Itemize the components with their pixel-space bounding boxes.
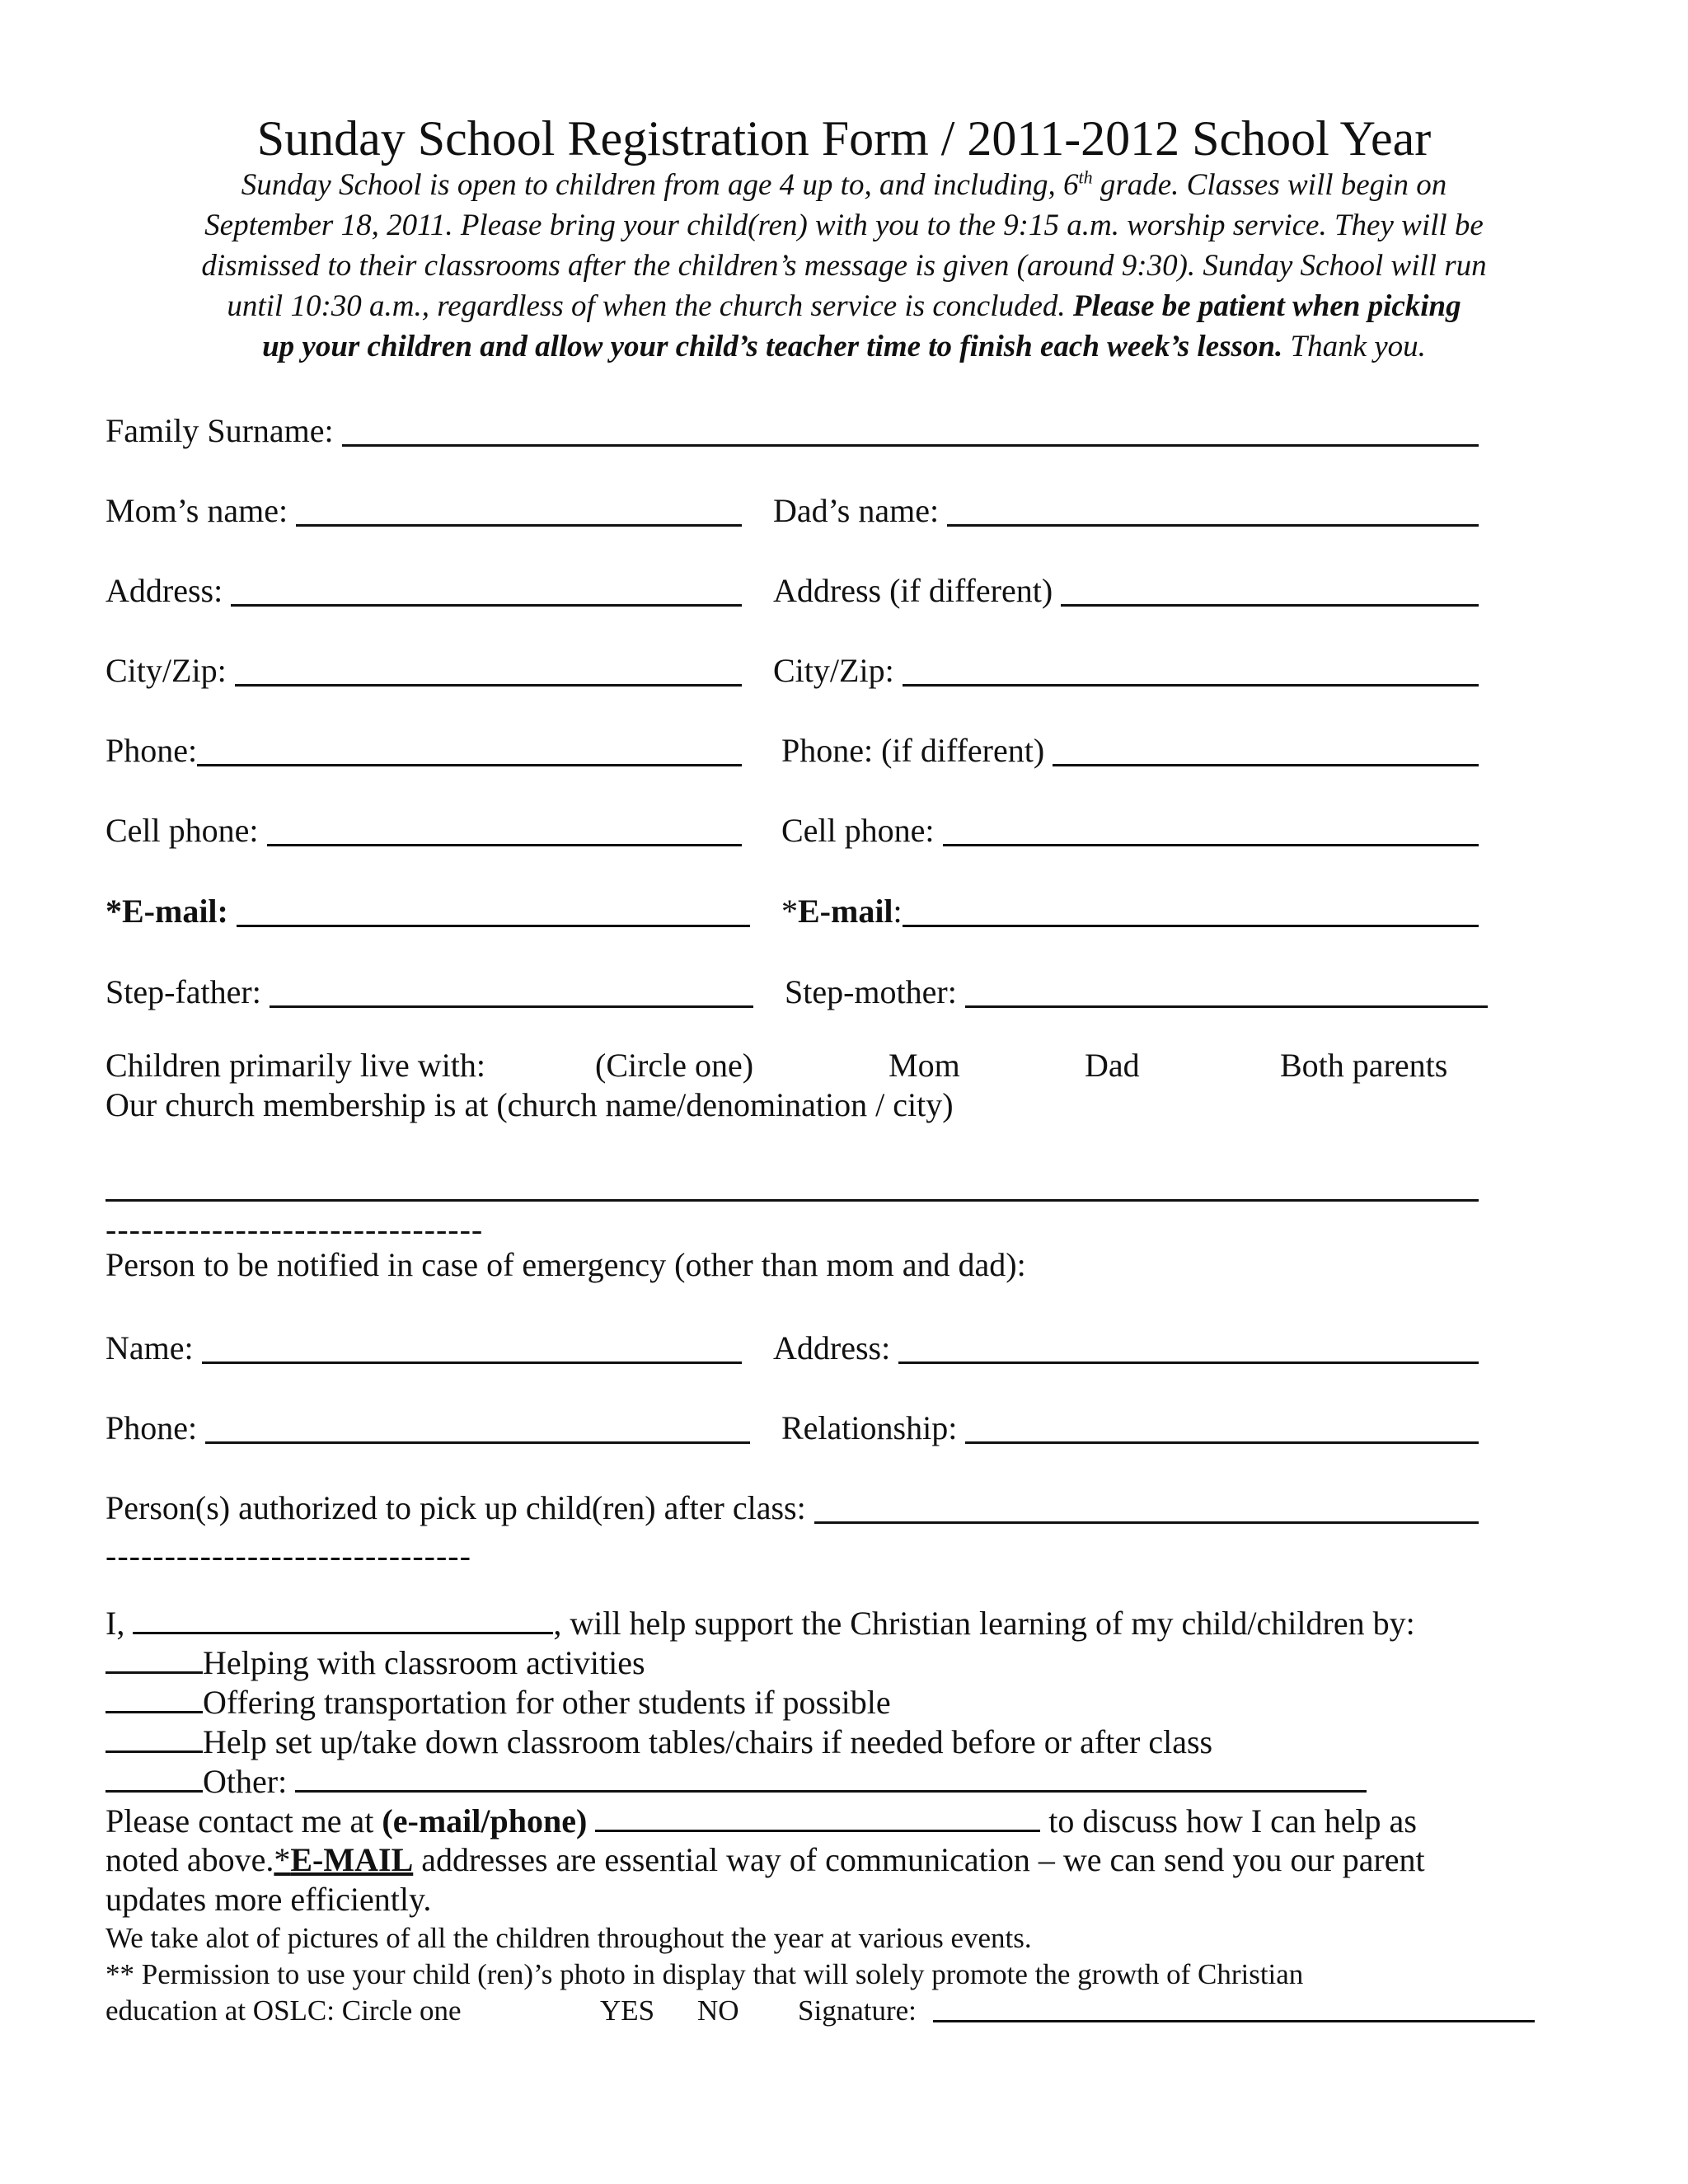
address-field[interactable] xyxy=(106,567,742,612)
live-with-option-dad[interactable]: Dad xyxy=(1085,1047,1140,1084)
phone-if-different-label: Phone: (if different) xyxy=(781,732,1045,769)
emergency-relationship-label: Relationship: xyxy=(781,1409,958,1446)
family-surname-label: Family Surname: xyxy=(106,412,334,449)
city-zip-right-line[interactable] xyxy=(903,651,1479,687)
address-line[interactable] xyxy=(231,571,742,607)
city-zip-left-line[interactable] xyxy=(235,651,742,687)
live-with-hint: (Circle one) xyxy=(595,1047,754,1084)
step-mother-line[interactable] xyxy=(965,972,1488,1008)
dads-name-field[interactable] xyxy=(773,487,1479,532)
cell-phone-left-field[interactable] xyxy=(106,807,742,851)
moms-name-line[interactable] xyxy=(296,491,742,527)
cell-phone-left-label: Cell phone: xyxy=(106,812,259,849)
address-if-different-field[interactable] xyxy=(773,567,1479,612)
step-father-field[interactable] xyxy=(106,968,753,1013)
phone-if-different-field[interactable] xyxy=(781,727,1479,771)
family-surname-line[interactable] xyxy=(342,411,1479,447)
emergency-relationship-field[interactable] xyxy=(781,1404,1479,1449)
live-with-option-both[interactable]: Both parents xyxy=(1280,1047,1448,1084)
phone-field[interactable] xyxy=(106,727,742,771)
cell-phone-right-label: Cell phone: xyxy=(781,812,935,849)
step-mother-field[interactable] xyxy=(785,968,1488,1013)
intro-line-3: dismissed to their classrooms after the children’s message is given (around 9:30). Sunday School will run xyxy=(201,249,1487,283)
support-option-setup: Help set up/take down classroom tables/chairs if needed before or after class xyxy=(106,1721,1212,1763)
dash-separator-1: -------------------------------- xyxy=(106,1211,484,1248)
city-zip-right-label: City/Zip: xyxy=(773,652,894,689)
support-name-line[interactable] xyxy=(133,1602,553,1634)
contact-info-line[interactable] xyxy=(595,1800,1040,1832)
email-right-label: *E-mail: xyxy=(781,893,903,930)
phone-line[interactable] xyxy=(197,731,742,766)
contact-line-2: noted above.*E-MAIL addresses are essential way of communication – we can send you our parent xyxy=(106,1841,1425,1878)
support-check-setup[interactable] xyxy=(106,1721,203,1753)
support-check-transport[interactable] xyxy=(106,1681,203,1713)
membership-line[interactable] xyxy=(106,1199,1479,1202)
emergency-phone-label: Phone: xyxy=(106,1409,198,1446)
address-if-different-label: Address (if different) xyxy=(773,572,1053,609)
pickup-line[interactable] xyxy=(814,1488,1479,1524)
moms-name-label: Mom’s name: xyxy=(106,492,288,529)
emergency-heading: Person to be notified in case of emergency (other than mom and dad): xyxy=(106,1246,1026,1283)
phone-if-different-line[interactable] xyxy=(1053,731,1479,766)
email-left-line[interactable] xyxy=(237,892,750,927)
support-option-other: Other: xyxy=(106,1760,1367,1802)
support-statement: I, , will help support the Christian learning of my child/children by: xyxy=(106,1602,1415,1644)
live-with-label: Children primarily live with: xyxy=(106,1047,486,1084)
step-mother-label: Step-mother: xyxy=(785,973,957,1010)
emergency-phone-line[interactable] xyxy=(205,1408,750,1444)
photo-permission-no[interactable]: NO xyxy=(697,1994,739,2027)
support-check-other[interactable] xyxy=(106,1760,203,1793)
emergency-address-line[interactable] xyxy=(898,1329,1479,1364)
intro-line-1: Sunday School is open to children from age 4 up to, and including, 6th grade. Classes will begin on xyxy=(241,166,1447,202)
emergency-name-label: Name: xyxy=(106,1329,194,1366)
emergency-name-field[interactable] xyxy=(106,1324,742,1369)
signature-label: Signature: xyxy=(798,1994,917,2027)
support-check-classroom[interactable] xyxy=(106,1642,203,1674)
cell-phone-right-line[interactable] xyxy=(943,811,1479,846)
phone-label: Phone: xyxy=(106,732,198,769)
live-with-option-mom[interactable]: Mom xyxy=(889,1047,960,1084)
signature-line[interactable] xyxy=(933,2020,1535,2022)
city-zip-left-label: City/Zip: xyxy=(106,652,227,689)
intro-line-4: until 10:30 a.m., regardless of when the church service is concluded. Please be patient when picking xyxy=(227,289,1461,323)
emergency-name-line[interactable] xyxy=(202,1329,742,1364)
dads-name-line[interactable] xyxy=(947,491,1479,527)
photos-line-3: education at OSLC: Circle one xyxy=(106,1994,462,2027)
intro-paragraph xyxy=(99,165,1589,367)
cell-phone-left-line[interactable] xyxy=(267,811,742,846)
address-if-different-line[interactable] xyxy=(1061,571,1479,607)
emergency-address-label: Address: xyxy=(773,1329,891,1366)
photo-permission-yes[interactable]: YES xyxy=(600,1994,655,2027)
contact-line-1: Please contact me at (e-mail/phone) to discuss how I can help as xyxy=(106,1800,1417,1842)
family-surname-field[interactable] xyxy=(106,407,1479,452)
moms-name-field[interactable] xyxy=(106,487,742,532)
emergency-relationship-line[interactable] xyxy=(965,1408,1479,1444)
email-right-line[interactable] xyxy=(903,892,1479,927)
intro-line-2: September 18, 2011. Please bring your child(ren) with you to the 9:15 a.m. worship service. They will be xyxy=(204,209,1484,242)
step-father-label: Step-father: xyxy=(106,973,261,1010)
email-left-label: *E-mail: xyxy=(106,893,228,930)
pickup-field[interactable] xyxy=(106,1484,1479,1529)
email-left-field[interactable] xyxy=(106,888,750,932)
support-option-classroom: Helping with classroom activities xyxy=(106,1642,645,1684)
pickup-label: Person(s) authorized to pick up child(ren) after class: xyxy=(106,1489,806,1526)
city-zip-right-field[interactable] xyxy=(773,647,1479,691)
dads-name-label: Dad’s name: xyxy=(773,492,940,529)
intro-line-5: up your children and allow your child’s teacher time to finish each week’s lesson. Thank you. xyxy=(262,330,1426,363)
support-option-transport: Offering transportation for other students if possible xyxy=(106,1681,891,1723)
page-title: Sunday School Registration Form / 2011-2012 School Year xyxy=(256,111,1432,166)
support-other-line[interactable] xyxy=(295,1760,1367,1793)
city-zip-left-field[interactable] xyxy=(106,647,742,691)
contact-line-3: updates more efficiently. xyxy=(106,1881,432,1918)
emergency-phone-field[interactable] xyxy=(106,1404,750,1449)
membership-label: Our church membership is at (church name/denomination / city) xyxy=(106,1086,954,1123)
address-label: Address: xyxy=(106,572,223,609)
photos-line-1: We take alot of pictures of all the children throughout the year at various events. xyxy=(106,1922,1032,1954)
dash-separator-2: ------------------------------- xyxy=(106,1537,471,1574)
photos-line-2: ** Permission to use your child (ren)’s photo in display that will solely promote the growth of Christian xyxy=(106,1958,1304,1990)
step-father-line[interactable] xyxy=(270,972,753,1008)
email-right-field[interactable] xyxy=(781,888,1479,932)
cell-phone-right-field[interactable] xyxy=(781,807,1479,851)
emergency-address-field[interactable] xyxy=(773,1324,1479,1369)
